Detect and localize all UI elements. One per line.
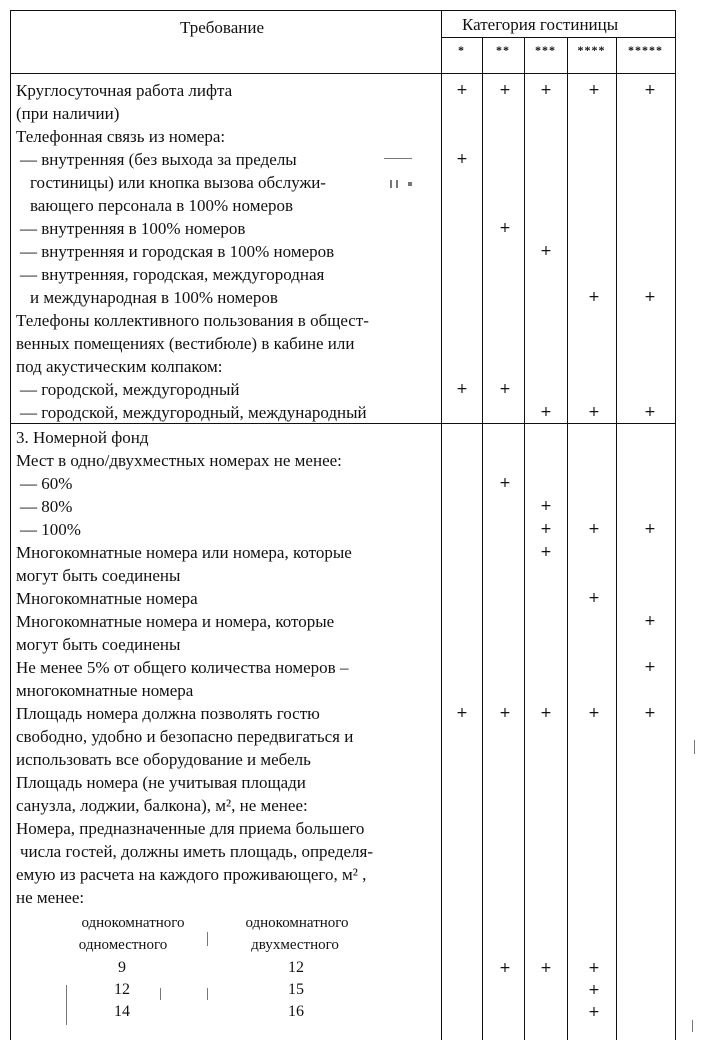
- table-row: [16, 886, 441, 909]
- requirement-text: — 80%: [20, 497, 73, 516]
- plus-mark: +: [644, 659, 656, 675]
- star-4: ****: [577, 43, 606, 57]
- table-row: [16, 102, 441, 125]
- requirement-text: — внутренняя (без выхода за пределы: [20, 150, 297, 169]
- requirement-text: Площадь номера должна позволять гостю: [16, 704, 320, 723]
- plus-mark: +: [540, 243, 552, 259]
- area-double-value: 16: [288, 1003, 304, 1020]
- star-2: **: [496, 43, 510, 57]
- col-divider-4: [567, 37, 568, 1040]
- requirement-text: не менее:: [16, 888, 85, 907]
- requirement-text: Многокомнатные номера: [16, 589, 198, 608]
- scan-speck: [396, 180, 398, 188]
- area-single-value: 12: [114, 981, 130, 998]
- table-row: [16, 171, 441, 194]
- requirement-text: — 60%: [20, 474, 73, 493]
- plus-mark: +: [588, 982, 600, 998]
- requirement-text: Телефоны коллективного пользования в общест-: [16, 311, 369, 330]
- area-double-value: 12: [288, 959, 304, 976]
- table-row: [16, 794, 441, 817]
- table-row: [16, 656, 656, 679]
- table-row: [16, 587, 600, 610]
- col-divider-3: [524, 37, 525, 1040]
- scan-speck: [692, 1020, 693, 1032]
- scan-speck: [160, 988, 161, 1000]
- requirement-text: использовать все оборудование и мебель: [16, 750, 311, 769]
- requirement-text: могут быть соединены: [16, 566, 181, 585]
- table-row: [16, 79, 656, 102]
- star-3: ***: [535, 43, 556, 57]
- table-row: [16, 541, 552, 564]
- requirement-text: — городской, междугородный: [20, 380, 240, 399]
- table-row: [16, 495, 552, 518]
- table-row: [16, 518, 656, 541]
- col-divider-2: [482, 37, 483, 1040]
- category-rule: [441, 37, 676, 38]
- plus-mark: +: [540, 705, 552, 721]
- area-col2-line2: двухместного: [251, 937, 339, 953]
- plus-mark: +: [540, 404, 552, 420]
- plus-mark: +: [499, 475, 511, 491]
- table-row: [16, 679, 441, 702]
- header-category: Категория гостиницы: [462, 15, 619, 34]
- plus-mark: +: [644, 82, 656, 98]
- scan-speck: [66, 985, 67, 1025]
- requirement-text: санузла, лоджии, балкона), м², не менее:: [16, 796, 308, 815]
- plus-mark: +: [499, 960, 511, 976]
- plus-mark: +: [456, 82, 468, 98]
- plus-mark: +: [540, 521, 552, 537]
- table-row: [16, 194, 441, 217]
- table-row: [16, 748, 441, 771]
- plus-mark: +: [540, 498, 552, 514]
- plus-mark: +: [644, 705, 656, 721]
- plus-mark: +: [456, 151, 468, 167]
- plus-mark: +: [499, 381, 511, 397]
- requirement-text: — городской, междугородный, международный: [20, 403, 367, 422]
- plus-mark: +: [456, 705, 468, 721]
- plus-mark: +: [540, 960, 552, 976]
- table-row: [16, 725, 441, 748]
- star-1: *: [458, 43, 465, 57]
- requirement-text: венных помещениях (вестибюле) в кабине или: [16, 334, 355, 353]
- table-row: [16, 817, 441, 840]
- requirement-text: многокомнатные номера: [16, 681, 194, 700]
- requirement-text: свободно, удобно и безопасно передвигаться и: [16, 727, 354, 746]
- table-row: [16, 610, 656, 633]
- requirement-text: — внутренняя в 100% номеров: [20, 219, 246, 238]
- table-row: [16, 240, 552, 263]
- table-row: [16, 286, 656, 309]
- plus-mark: +: [588, 289, 600, 305]
- plus-mark: +: [588, 521, 600, 537]
- requirement-text: Мест в одно/двухместных номерах не менее:: [16, 451, 342, 470]
- table-row: [16, 472, 511, 495]
- requirement-text: Не менее 5% от общего количества номеров –: [16, 658, 349, 677]
- requirement-text: могут быть соединены: [16, 635, 181, 654]
- table-row: [16, 633, 441, 656]
- requirement-text: вающего персонала в 100% номеров: [30, 196, 294, 215]
- requirement-text: Телефонная связь из номера:: [16, 127, 226, 146]
- area-double-value: 15: [288, 981, 304, 998]
- table-row: [16, 148, 468, 171]
- requirement-text: емую из расчета на каждого проживающего, м² ,: [16, 865, 367, 884]
- plus-mark: +: [456, 381, 468, 397]
- scan-speck: [390, 180, 392, 188]
- plus-mark: +: [540, 82, 552, 98]
- scan-speck: [408, 182, 412, 186]
- requirement-text: — 100%: [20, 520, 81, 539]
- plus-mark: +: [499, 82, 511, 98]
- plus-mark: +: [588, 404, 600, 420]
- plus-mark: +: [499, 220, 511, 236]
- plus-mark: +: [588, 960, 600, 976]
- table-row: [16, 840, 441, 863]
- table-row: [16, 702, 656, 725]
- requirement-text: числа гостей, должны иметь площадь, определя-: [20, 842, 374, 861]
- requirement-text: — внутренняя, городская, междугородная: [20, 265, 325, 284]
- star-5: *****: [628, 43, 663, 57]
- requirement-text: — внутренняя и городская в 100% номеров: [20, 242, 335, 261]
- plus-mark: +: [644, 613, 656, 629]
- area-col1-line1: однокомнатного: [81, 915, 185, 931]
- table-row: [16, 426, 441, 449]
- col-divider-1: [441, 10, 442, 1040]
- scan-speck: [694, 740, 695, 754]
- area-single-value: 14: [114, 1003, 130, 1020]
- right-border: [675, 10, 676, 1040]
- table-row: [16, 771, 441, 794]
- header-requirement: Требование: [180, 18, 265, 37]
- area-single-value: 9: [118, 959, 126, 976]
- table-row: [16, 564, 441, 587]
- left-border: [10, 10, 11, 1040]
- plus-mark: +: [644, 404, 656, 420]
- plus-mark: +: [588, 82, 600, 98]
- scan-speck: [207, 988, 208, 1000]
- scan-speck: [207, 932, 208, 946]
- table-row: [16, 263, 441, 286]
- header-bottom-rule: [10, 73, 676, 74]
- requirement-text: гостиницы) или кнопка вызова обслужи-: [30, 173, 326, 192]
- requirement-text: Площадь номера (не учитывая площади: [16, 773, 306, 792]
- requirement-text: Номера, предназначенные для приема большего: [16, 819, 365, 838]
- table-row: [16, 378, 511, 401]
- plus-mark: +: [588, 590, 600, 606]
- requirement-text: под акустическим колпаком:: [16, 357, 223, 376]
- area-col2-line1: однокомнатного: [245, 915, 349, 931]
- requirement-text: Многокомнатные номера и номера, которые: [16, 612, 335, 631]
- col-divider-5: [616, 37, 617, 1040]
- requirement-text: Многокомнатные номера или номера, которые: [16, 543, 352, 562]
- table-row: [16, 217, 511, 240]
- requirement-text: (при наличии): [16, 104, 120, 123]
- plus-mark: +: [499, 705, 511, 721]
- requirement-text: 3. Номерной фонд: [16, 428, 149, 447]
- table-row: [16, 401, 656, 424]
- table-row: [16, 309, 441, 332]
- table-row: [16, 449, 441, 472]
- top-rule: [10, 10, 676, 11]
- table-row: [16, 125, 441, 148]
- plus-mark: +: [644, 521, 656, 537]
- plus-mark: +: [588, 1004, 600, 1020]
- table-row: [16, 332, 441, 355]
- area-col1-line2: одноместного: [78, 937, 168, 953]
- plus-mark: +: [588, 705, 600, 721]
- table-row: [16, 355, 441, 378]
- requirement-text: и международная в 100% номеров: [30, 288, 278, 307]
- requirement-text: Круглосуточная работа лифта: [16, 81, 233, 100]
- plus-mark: +: [540, 544, 552, 560]
- plus-mark: +: [644, 289, 656, 305]
- scan-speck: [384, 158, 412, 159]
- table-row: [16, 863, 441, 886]
